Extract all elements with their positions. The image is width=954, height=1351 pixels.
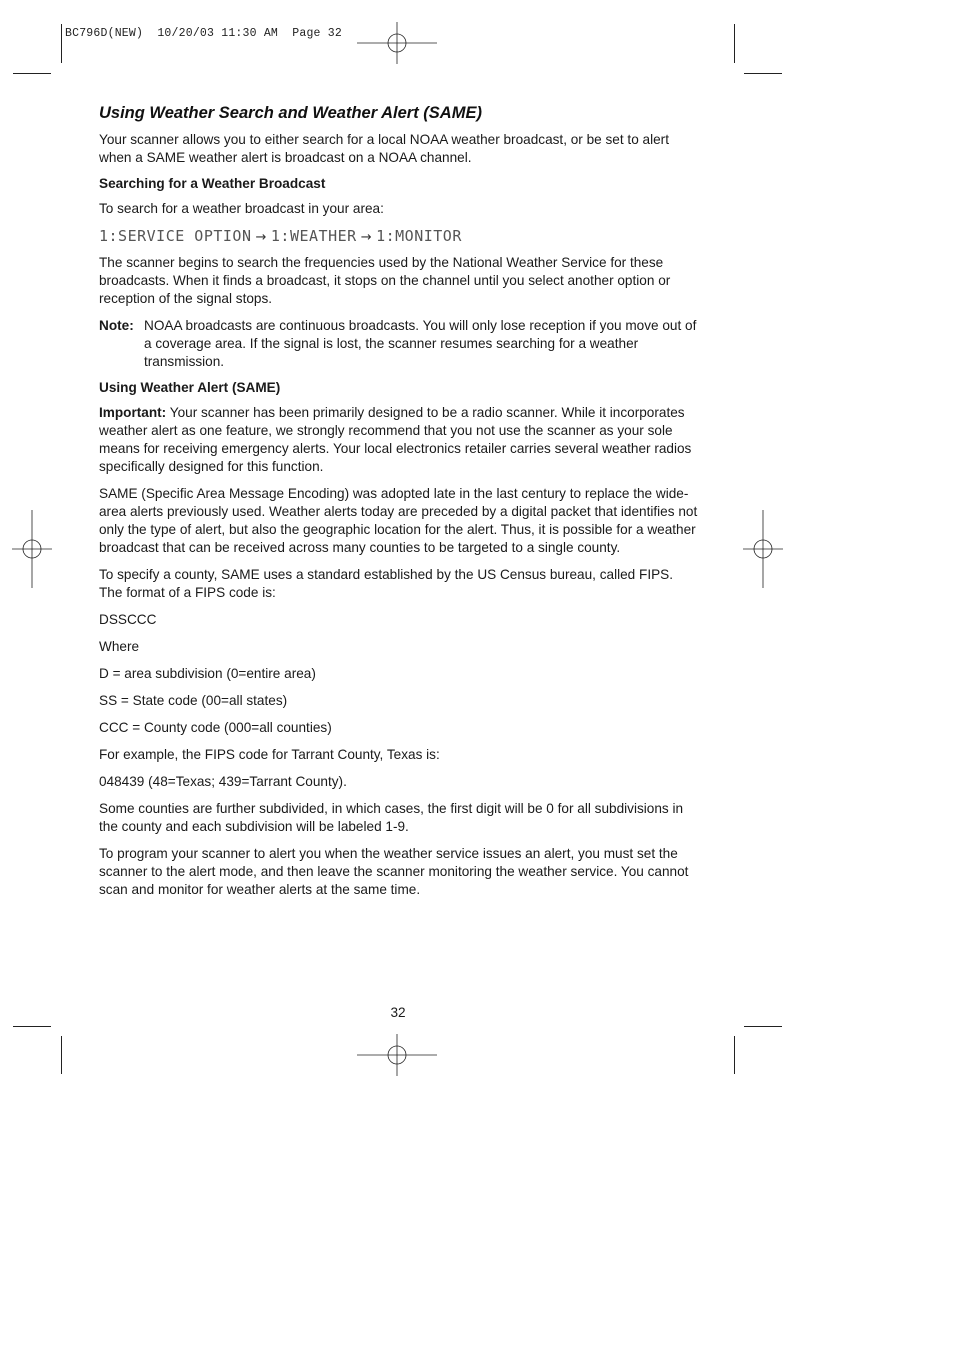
section-title: Using Weather Search and Weather Alert (SAME) xyxy=(99,104,482,122)
crop-mark-bottom-left-v xyxy=(61,1036,62,1074)
note-label: Note: xyxy=(99,318,134,333)
printer-slug: BC796D(NEW) 10/20/03 11:30 AM Page 32 xyxy=(65,27,342,40)
crop-mark-bottom-right-v xyxy=(734,1036,735,1074)
alert-heading: Using Weather Alert (SAME) xyxy=(99,380,281,395)
important-text: Your scanner has been primarily designed to be a radio scanner. While it incorporates weather alert as one feature, we strongly recommend that you not use the scanner as your sole means for receiving emergency alerts. Your local electronics retailer carries several weather radios specifically designed for this function. xyxy=(99,405,692,474)
definition-d: D = area subdivision (0=entire area) xyxy=(99,666,316,681)
registration-mark-left-icon xyxy=(12,510,52,588)
example-code: 048439 (48=Texas; 439=Tarrant County). xyxy=(99,774,347,789)
fips-paragraph: To specify a county, SAME uses a standard established by the US Census bureau, called FIPS. The format of a FIPS code is: xyxy=(99,567,674,600)
crop-mark-top-right-h xyxy=(744,73,782,74)
crop-mark-top-right-v xyxy=(734,24,735,63)
example-lead: For example, the FIPS code for Tarrant County, Texas is: xyxy=(99,747,440,762)
arrow-right-icon: → xyxy=(255,230,267,245)
menu-step-service-option: 1:SERVICE OPTION xyxy=(99,227,252,245)
registration-mark-bottom-icon xyxy=(357,1034,437,1076)
registration-mark-top-icon xyxy=(357,22,437,64)
definition-ccc: CCC = County code (000=all counties) xyxy=(99,720,332,735)
menu-step-weather: 1:WEATHER xyxy=(270,227,357,245)
registration-mark-right-icon xyxy=(743,510,783,588)
important-label: Important: xyxy=(99,405,167,420)
definition-ss: SS = State code (00=all states) xyxy=(99,693,288,708)
crop-mark-bottom-left-h xyxy=(13,1026,51,1027)
important-paragraph xyxy=(99,404,699,476)
subdivision-paragraph: Some counties are further subdivided, in which cases, the first digit will be 0 for all subdivisions in the county and each subdivision will be labeled 1-9. xyxy=(99,801,684,834)
search-lead: To search for a weather broadcast in your area: xyxy=(99,201,384,216)
arrow-right-icon: → xyxy=(360,230,373,245)
menu-step-monitor: 1:MONITOR xyxy=(376,227,462,245)
menu-path xyxy=(99,227,699,245)
same-paragraph: SAME (Specific Area Message Encoding) was adopted late in the last century to replace the wide-area alerts previously used. Weather alerts today are preceded by a digital packet that identifies not only the type of alert, but also the geographic location for the alert. Thus, it is possible for a weather broadcast that can be received across many counties to be targeted to a single county. xyxy=(99,486,698,555)
search-heading: Searching for a Weather Broadcast xyxy=(99,176,326,191)
fips-format: DSSCCC xyxy=(99,612,157,627)
intro-paragraph: Your scanner allows you to either search for a local NOAA weather broadcast, or be set to alert when a SAME weather alert is broadcast on a NOAA channel. xyxy=(99,132,669,165)
crop-mark-bottom-right-h xyxy=(744,1026,782,1027)
program-paragraph: To program your scanner to alert you when the weather service issues an alert, you must set the scanner to the alert mode, and then leave the scanner monitoring the weather service. You cannot scan and monitor for weather alerts at the same time. xyxy=(99,846,689,897)
note-block xyxy=(99,317,699,371)
where-label: Where xyxy=(99,639,140,654)
crop-mark-top-left-h xyxy=(13,73,51,74)
note-text: NOAA broadcasts are continuous broadcasts. You will only lose reception if you move out of a coverage area. If the signal is lost, the scanner resumes searching for a weather transmission. xyxy=(144,318,697,369)
search-description: The scanner begins to search the frequencies used by the National Weather Service for these broadcasts. When it finds a broadcast, it stops on the channel until you select another option or reception of the signal stops. xyxy=(99,255,671,306)
page-number: 32 xyxy=(390,1005,406,1020)
page-content xyxy=(99,104,699,908)
crop-mark-top-left-v xyxy=(61,24,62,63)
